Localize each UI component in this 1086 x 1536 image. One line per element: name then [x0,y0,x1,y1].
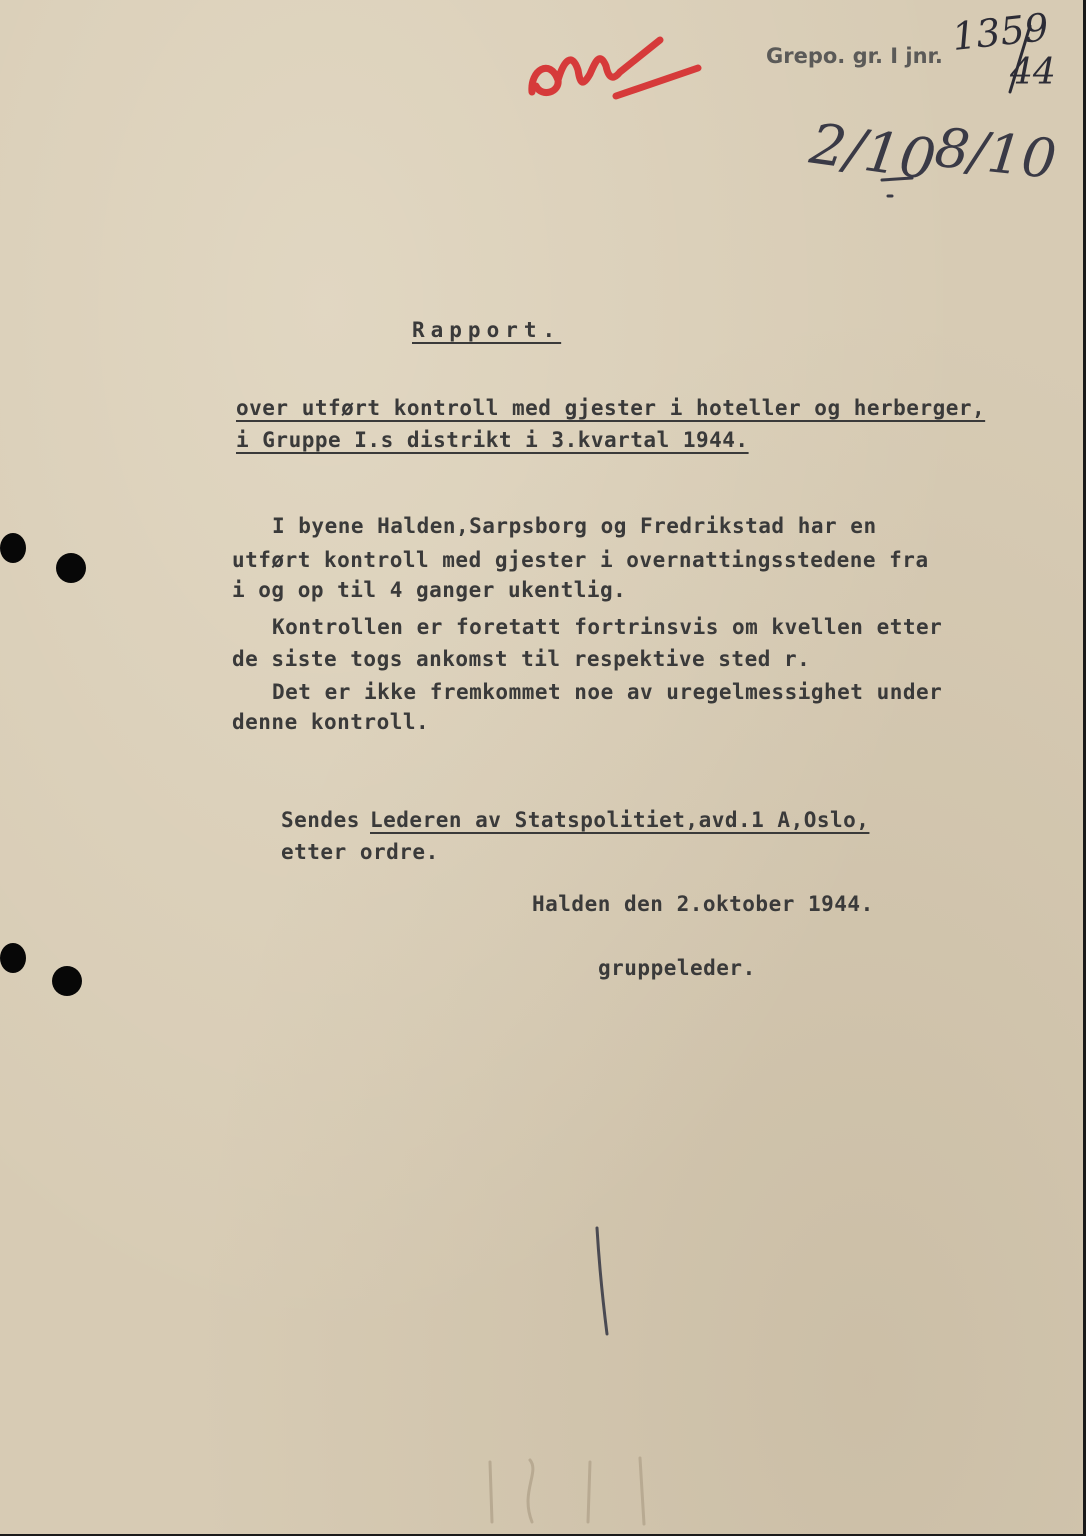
punch-hole [56,553,86,583]
send-prefix: Sendes [281,808,360,832]
journal-year: 44 [1010,52,1056,93]
place-date: Halden den 2.oktober 1944. [532,892,874,916]
body-line: de siste togs ankomst til respektive sted r. [232,647,811,671]
body-line: i og op til 4 ganger ukentlig. [232,578,627,602]
faint-bleed-marks [470,1452,690,1532]
document-title: Rapport. [412,318,562,342]
body-line: denne kontroll. [232,710,430,734]
punch-hole [0,943,26,973]
send-line-2: etter ordre. [281,840,439,864]
red-initials-mark [520,30,720,120]
journal-number: 1359 [949,5,1051,59]
registry-stamp: Grepo. gr. I jnr. [766,44,943,68]
body-line: Kontrollen er foretatt fortrinsvis om kvellen etter [272,615,943,639]
date-range-dash [878,160,938,200]
pencil-mark [585,1222,625,1342]
body-line: utført kontroll med gjester i overnattingsstedene fra [232,548,929,572]
send-recipient: Lederen av Statspolitiet,avd.1 A,Oslo, [370,808,870,832]
punch-hole [52,966,82,996]
body-line: I byene Halden,Sarpsborg og Fredrikstad har en [272,514,877,538]
punch-hole [0,533,26,563]
date-mark-end: 8/10 [932,115,1060,192]
document-subtitle-line-1: over utført kontroll med gjester i hoteller og herberger, [236,396,986,420]
document-subtitle-line-2: i Gruppe I.s distrikt i 3.kvartal 1944. [236,428,749,452]
date-mark-start: 2/10 [806,111,940,194]
body-line: Det er ikke fremkommet noe av uregelmessighet under [272,680,943,704]
signature-title: gruppeleder. [598,956,756,980]
